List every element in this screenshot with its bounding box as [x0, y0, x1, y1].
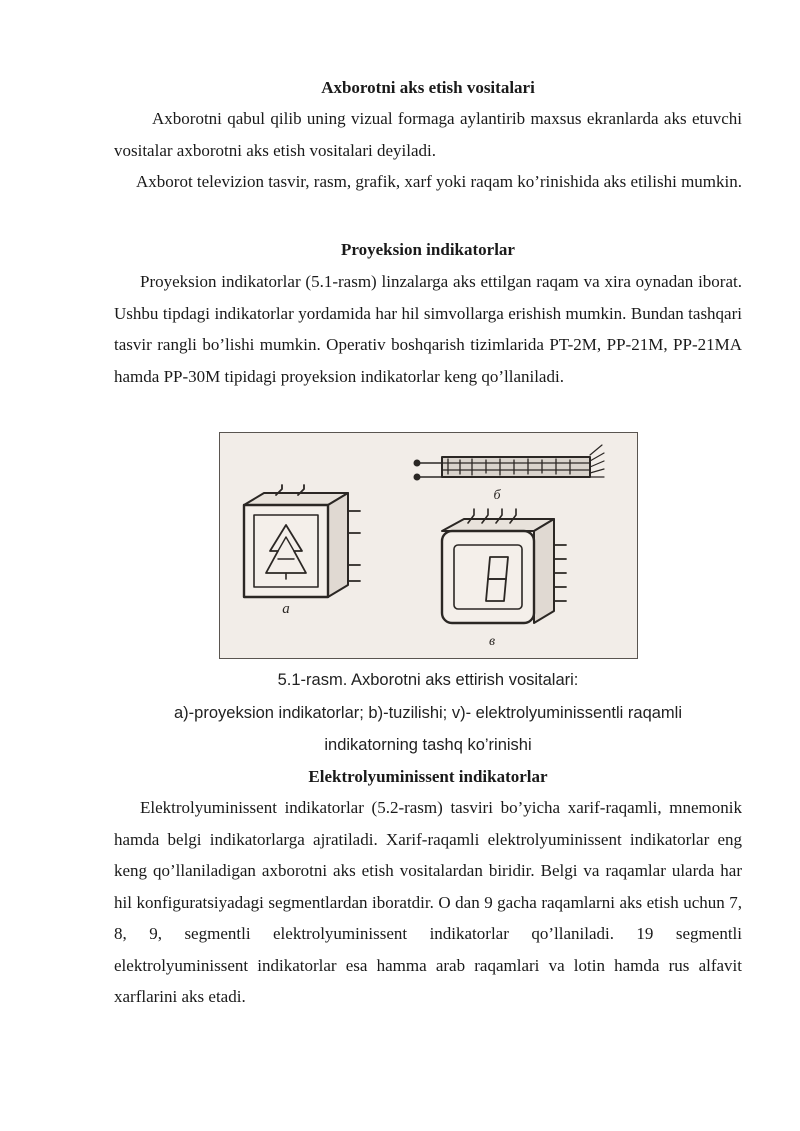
- figure-label-v: в: [488, 634, 496, 649]
- intro-paragraph-2: Axborot televizion tasvir, rasm, grafik, xarf yoki raqam ko’rinishida aks etilishi mumkin.: [136, 172, 742, 191]
- intro-paragraph-1: Axborotni qabul qilib uning vizual formaga aylantirib maxsus ekranlarda aks etuvchi vositalar axborotni aks etish vositalari deyiladi.: [114, 109, 742, 160]
- figure-caption-line-2: a)-proyeksion indikatorlar; b)-tuzilishi; v)- elektrolyuminissentli raqamli: [174, 704, 682, 722]
- section-heading-proyeksion: Proyeksion indikatorlar: [341, 240, 515, 259]
- figure-caption-line-3: indikatorning tashq ko’rinishi: [324, 736, 532, 754]
- figure-indicators: [219, 432, 638, 659]
- figure-label-b: б: [493, 488, 501, 503]
- projection-indicator: [244, 485, 360, 597]
- electroluminescent-indicator: [442, 509, 566, 623]
- figure-caption-title: 5.1-rasm. Axborotni aks ettirish vositalari:: [277, 671, 579, 689]
- figure-drawing: [220, 433, 637, 658]
- section-heading-elektrolyuminissent: Elektrolyuminissent indikatorlar: [308, 767, 548, 786]
- section-paragraph-proyeksion: Proyeksion indikatorlar (5.1-rasm) linzalarga aks ettilgan raqam va xira oynadan iborat. Ushbu tipdagi indikatorlar yordamida har hil simvollarga erishish mumkin. Bundan tashqari tasvir rangli bo’lishi mumkin. Operativ boshqarish tizimlarida PT-2M, PP-21M, PP-21MA hamda PP-30M tipidagi proyeksion indikatorlar keng qo’llaniladi.: [114, 272, 742, 386]
- indicator-structure-strip: [415, 445, 605, 480]
- section-paragraph-elektrolyuminissent: Elektrolyuminissent indikatorlar (5.2-rasm) tasviri bo’yicha xarif-raqamli, mnemonik hamda belgi indikatorlarga ajratiladi. Xarif-raqamli elektrolyuminissent indikatorlar eng keng qo’llaniladigan axborotni aks etish vositalardan biridir. Belgi va raqamlar ularda har hil konfiguratsiyadagi segmentlardan iboratdir. O dan 9 gacha raqamlarni aks etish uchun 7, 8, 9, segmentli elektrolyuminissent indikatorlar qo’llaniladi. 19 segmentli elektrolyuminissent indikatorlar esa hamma arab raqamlari va lotin hamda rus alfavit xarflarini aks etadi.: [114, 798, 742, 1006]
- figure-label-a: a: [282, 601, 290, 617]
- page-title: Axborotni aks etish vositalari: [321, 78, 535, 97]
